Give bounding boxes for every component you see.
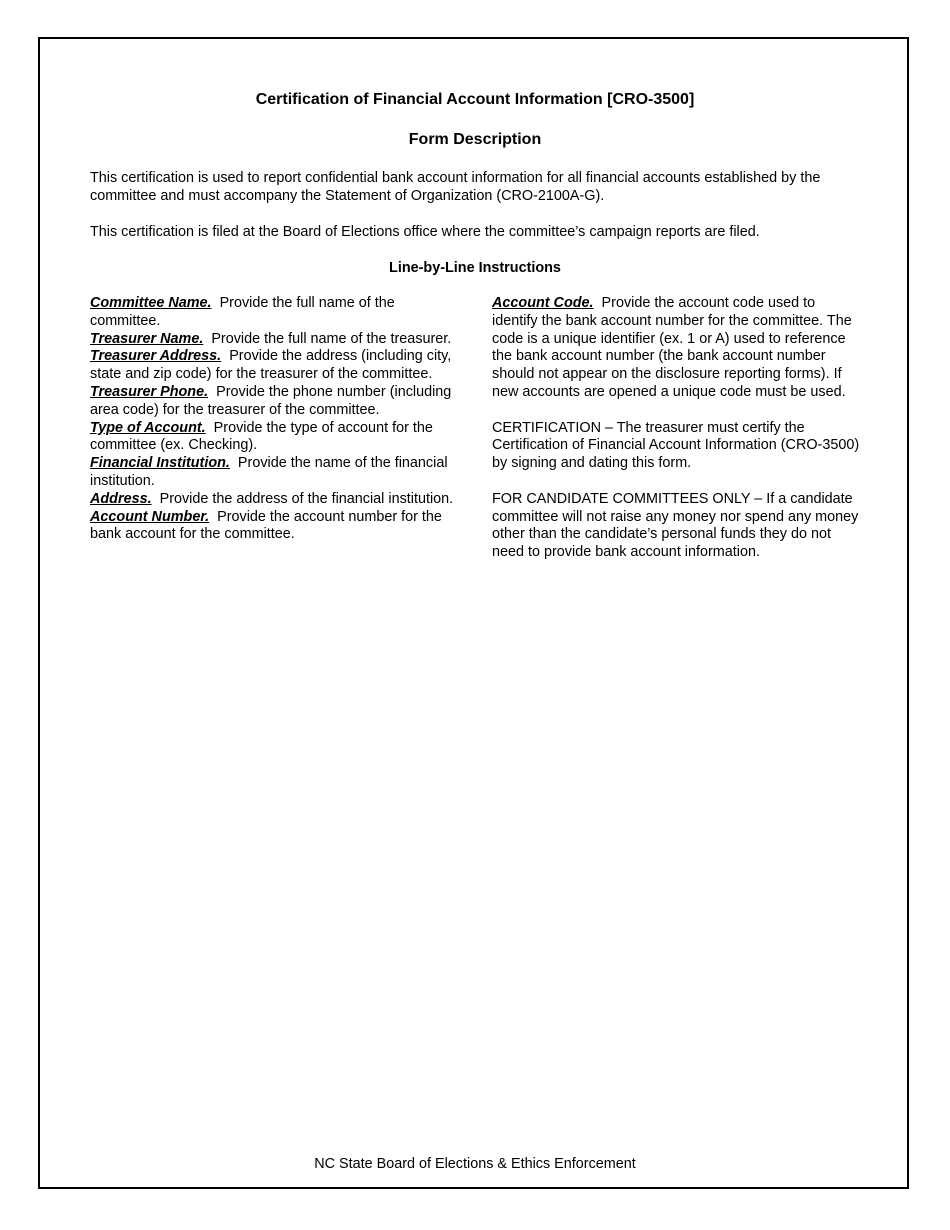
instruction-treasurer-phone bbox=[90, 384, 465, 420]
instruction-treasurer-address bbox=[90, 348, 465, 384]
instruction-term: Account Code. bbox=[492, 295, 594, 311]
instruction-text: Provide the address of the financial institution. bbox=[159, 490, 454, 507]
description-paragraph-2: This certification is filed at the Board of Elections office where the committee’s campaign reports are filed. bbox=[90, 224, 760, 240]
instruction-text: Provide the type of account for the committee (ex. Checking). bbox=[90, 419, 433, 454]
page-footer: NC State Board of Elections & Ethics Enforcement bbox=[314, 1156, 636, 1172]
instruction-term: Address. bbox=[90, 490, 152, 507]
instruction-text: Provide the full name of the treasurer. bbox=[211, 330, 452, 347]
instructions-heading: Line-by-Line Instructions bbox=[389, 260, 561, 276]
instruction-term: Account Number. bbox=[90, 508, 210, 525]
instruction-text: Provide the account number for the bank account for the committee. bbox=[90, 508, 442, 543]
instruction-treasurer-name bbox=[90, 331, 465, 349]
instruction-term: Treasurer Phone. bbox=[90, 383, 209, 400]
instruction-text: Provide the phone number (including area code) for the treasurer of the committee. bbox=[90, 383, 452, 418]
instruction-address bbox=[90, 491, 465, 509]
instruction-account-code bbox=[492, 295, 864, 402]
instruction-term: Type of Account. bbox=[90, 419, 206, 436]
form-description-heading: Form Description bbox=[408, 131, 542, 148]
instruction-term: Treasurer Name. bbox=[90, 330, 204, 347]
instruction-term: Committee Name. bbox=[90, 295, 212, 311]
certification-note: CERTIFICATION – The treasurer must certify the Certification of Financial Account Information (CRO-3500) by signing and dating this form. bbox=[492, 419, 860, 472]
description-paragraph-1: This certification is used to report confidential bank account information for all financial accounts established by the committee and must accompany the Statement of Organization (CRO-2100A-G). bbox=[90, 170, 821, 204]
candidate-committees-note: FOR CANDIDATE COMMITTEES ONLY – If a candidate committee will not raise any money nor spend any money other than the candidate’s personal funds they do not need to provide bank account information. bbox=[492, 490, 859, 561]
instruction-committee-name bbox=[90, 295, 465, 331]
instruction-term: Financial Institution. bbox=[90, 455, 230, 472]
instruction-account-number bbox=[90, 509, 465, 545]
instructions-right-column bbox=[492, 295, 864, 580]
form-title: Certification of Financial Account Information [CRO-3500] bbox=[255, 91, 695, 108]
instructions-left-column bbox=[90, 295, 465, 544]
instruction-text: Provide the name of the financial institution. bbox=[90, 455, 448, 489]
instruction-text: Provide the account code used to identify the bank account number for the committee. The code is a unique identifier (ex. 1 or A) used to reference the bank account number (the bank account number should not appear on the disclosure reporting forms). If new accounts are opened a unique code must be used. bbox=[492, 295, 852, 400]
instruction-term: Treasurer Address. bbox=[90, 348, 222, 365]
page-border bbox=[38, 37, 909, 1189]
instruction-text: Provide the full name of the committee. bbox=[90, 295, 395, 329]
instruction-type-of-account bbox=[90, 420, 465, 456]
instruction-text: Provide the address (including city, state and zip code) for the treasurer of the committee. bbox=[90, 348, 452, 383]
instruction-financial-institution bbox=[90, 455, 465, 491]
